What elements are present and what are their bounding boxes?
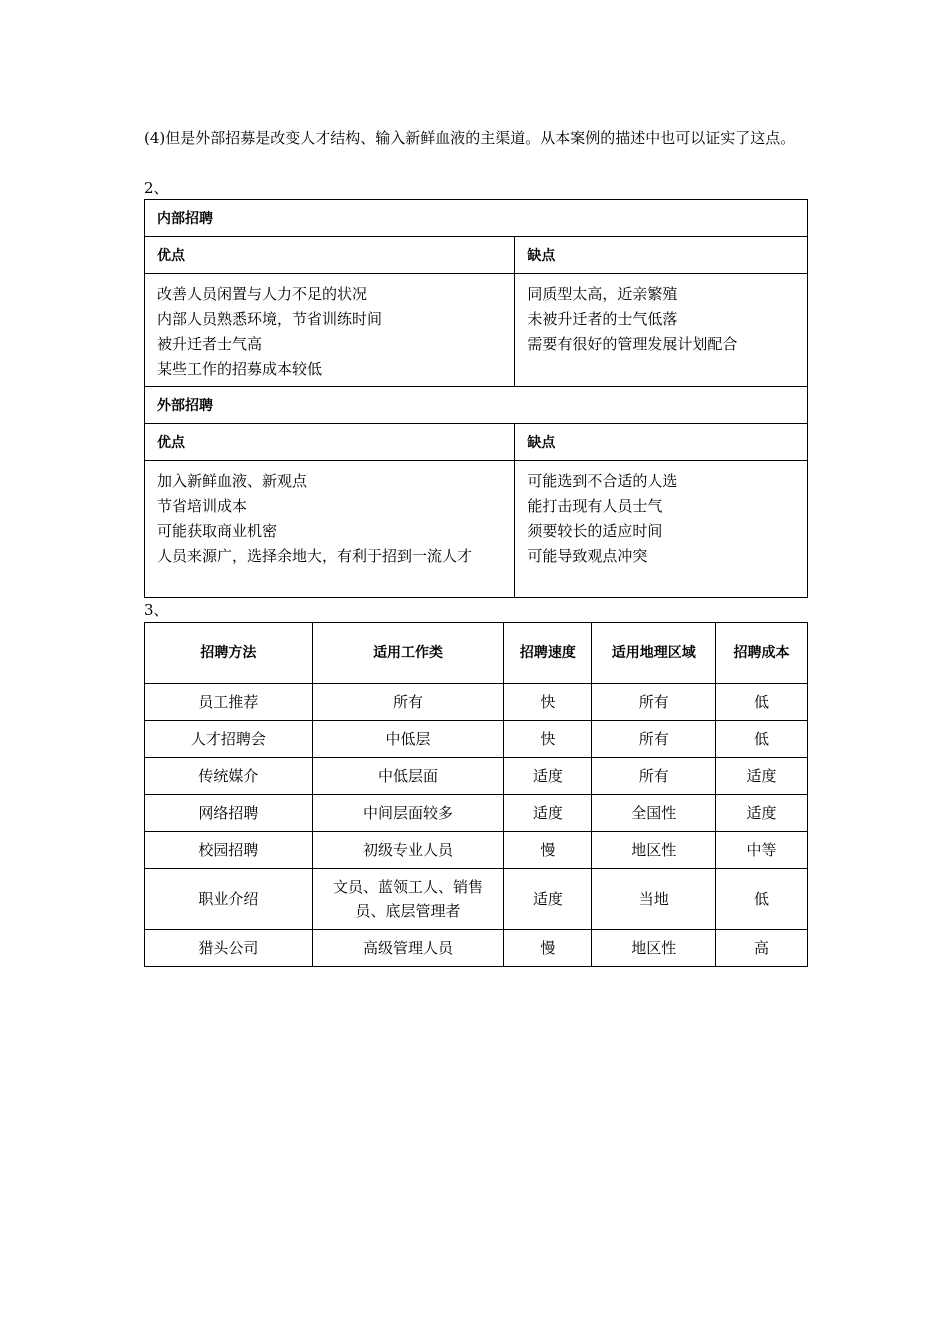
pros-cons-table: [144, 199, 808, 598]
external-header-row: [145, 424, 808, 461]
column-header: 招聘成本: [716, 623, 808, 684]
table-cell: 低: [716, 721, 808, 758]
list-item: 可能导致观点冲突: [527, 547, 648, 565]
external-cons-label: 缺点: [515, 424, 808, 461]
table-cell: 快: [504, 721, 592, 758]
table-cell: 慢: [504, 930, 592, 967]
table-cell: 中低层: [312, 721, 504, 758]
table-cell: 适度: [716, 795, 808, 832]
column-header: 招聘速度: [504, 623, 592, 684]
section-2-label: 2、: [144, 179, 169, 197]
table-cell: 高级管理人员: [312, 930, 504, 967]
list-item: 某些工作的招募成本较低: [157, 360, 323, 378]
list-item: 可能选到不合适的人选: [527, 472, 678, 490]
table-cell: 中间层面较多: [312, 795, 504, 832]
table-cell: 全国性: [592, 795, 716, 832]
column-header: 适用地理区域: [592, 623, 716, 684]
table-cell: 适度: [504, 869, 592, 930]
column-header: 适用工作类: [312, 623, 504, 684]
internal-content-row: [145, 274, 808, 387]
list-item: 加入新鲜血液、新观点: [157, 472, 308, 490]
table-row: [145, 684, 808, 721]
table-cell: 地区性: [592, 930, 716, 967]
table-cell: 所有: [592, 758, 716, 795]
table-cell: 中等: [716, 832, 808, 869]
external-content-row: [145, 461, 808, 598]
table-cell: 所有: [592, 684, 716, 721]
table-row: [145, 930, 808, 967]
table-row: [145, 832, 808, 869]
list-item: 能打击现有人员士气: [527, 497, 663, 515]
table-cell: 人才招聘会: [145, 721, 313, 758]
table-cell: 快: [504, 684, 592, 721]
list-item: 人员来源广，选择余地大，有利于招到一流人才: [157, 547, 473, 565]
recruitment-methods-table: [144, 622, 808, 967]
list-item: 内部人员熟悉环境，节省训练时间: [157, 310, 383, 328]
table-cell: 初级专业人员: [312, 832, 504, 869]
internal-pros-label: 优点: [145, 237, 515, 274]
list-item: 未被升迁者的士气低落: [527, 310, 678, 328]
external-pros-list: [145, 461, 515, 598]
list-item: 需要有很好的管理发展计划配合: [527, 335, 738, 353]
external-title-row: [145, 387, 808, 424]
table-cell: 传统媒介: [145, 758, 313, 795]
external-cons-list: [515, 461, 808, 598]
table-cell: 地区性: [592, 832, 716, 869]
section-3-label: 3、: [144, 601, 169, 619]
table-cell: 中低层面: [312, 758, 504, 795]
table-cell: 当地: [592, 869, 716, 930]
table-cell: 低: [716, 684, 808, 721]
list-item: 须要较长的适应时间: [527, 522, 663, 540]
table-cell: 高: [716, 930, 808, 967]
table-cell: 文员、蓝领工人、销售员、底层管理者: [312, 869, 504, 930]
table-cell: 校园招聘: [145, 832, 313, 869]
table-cell: 所有: [592, 721, 716, 758]
table-cell: 网络招聘: [145, 795, 313, 832]
table-cell: 适度: [504, 758, 592, 795]
internal-cons-list: [515, 274, 808, 387]
external-title: 外部招聘: [145, 387, 808, 424]
table-cell: 适度: [716, 758, 808, 795]
table-row: [145, 869, 808, 930]
list-item: 可能获取商业机密: [157, 522, 278, 540]
internal-title-row: [145, 200, 808, 237]
list-item: 改善人员闲置与人力不足的状况: [157, 285, 368, 303]
table-row: [145, 721, 808, 758]
table-cell: 所有: [312, 684, 504, 721]
table-cell: 适度: [504, 795, 592, 832]
table-row: [145, 758, 808, 795]
table-cell: 低: [716, 869, 808, 930]
internal-pros-list: [145, 274, 515, 387]
table-cell: 员工推荐: [145, 684, 313, 721]
intro-paragraph: (4)但是外部招募是改变人才结构、输入新鲜血液的主渠道。从本案例的描述中也可以证实了这点。: [144, 129, 796, 147]
internal-title: 内部招聘: [145, 200, 808, 237]
list-item: 节省培训成本: [157, 497, 248, 515]
table-cell: 慢: [504, 832, 592, 869]
internal-cons-label: 缺点: [515, 237, 808, 274]
table-header-row: [145, 623, 808, 684]
list-item: 被升迁者士气高: [157, 335, 263, 353]
external-pros-label: 优点: [145, 424, 515, 461]
list-item: 同质型太高，近亲繁殖: [527, 285, 678, 303]
table-cell: 职业介绍: [145, 869, 313, 930]
column-header: 招聘方法: [145, 623, 313, 684]
table-cell: 猎头公司: [145, 930, 313, 967]
table-row: [145, 795, 808, 832]
internal-header-row: [145, 237, 808, 274]
